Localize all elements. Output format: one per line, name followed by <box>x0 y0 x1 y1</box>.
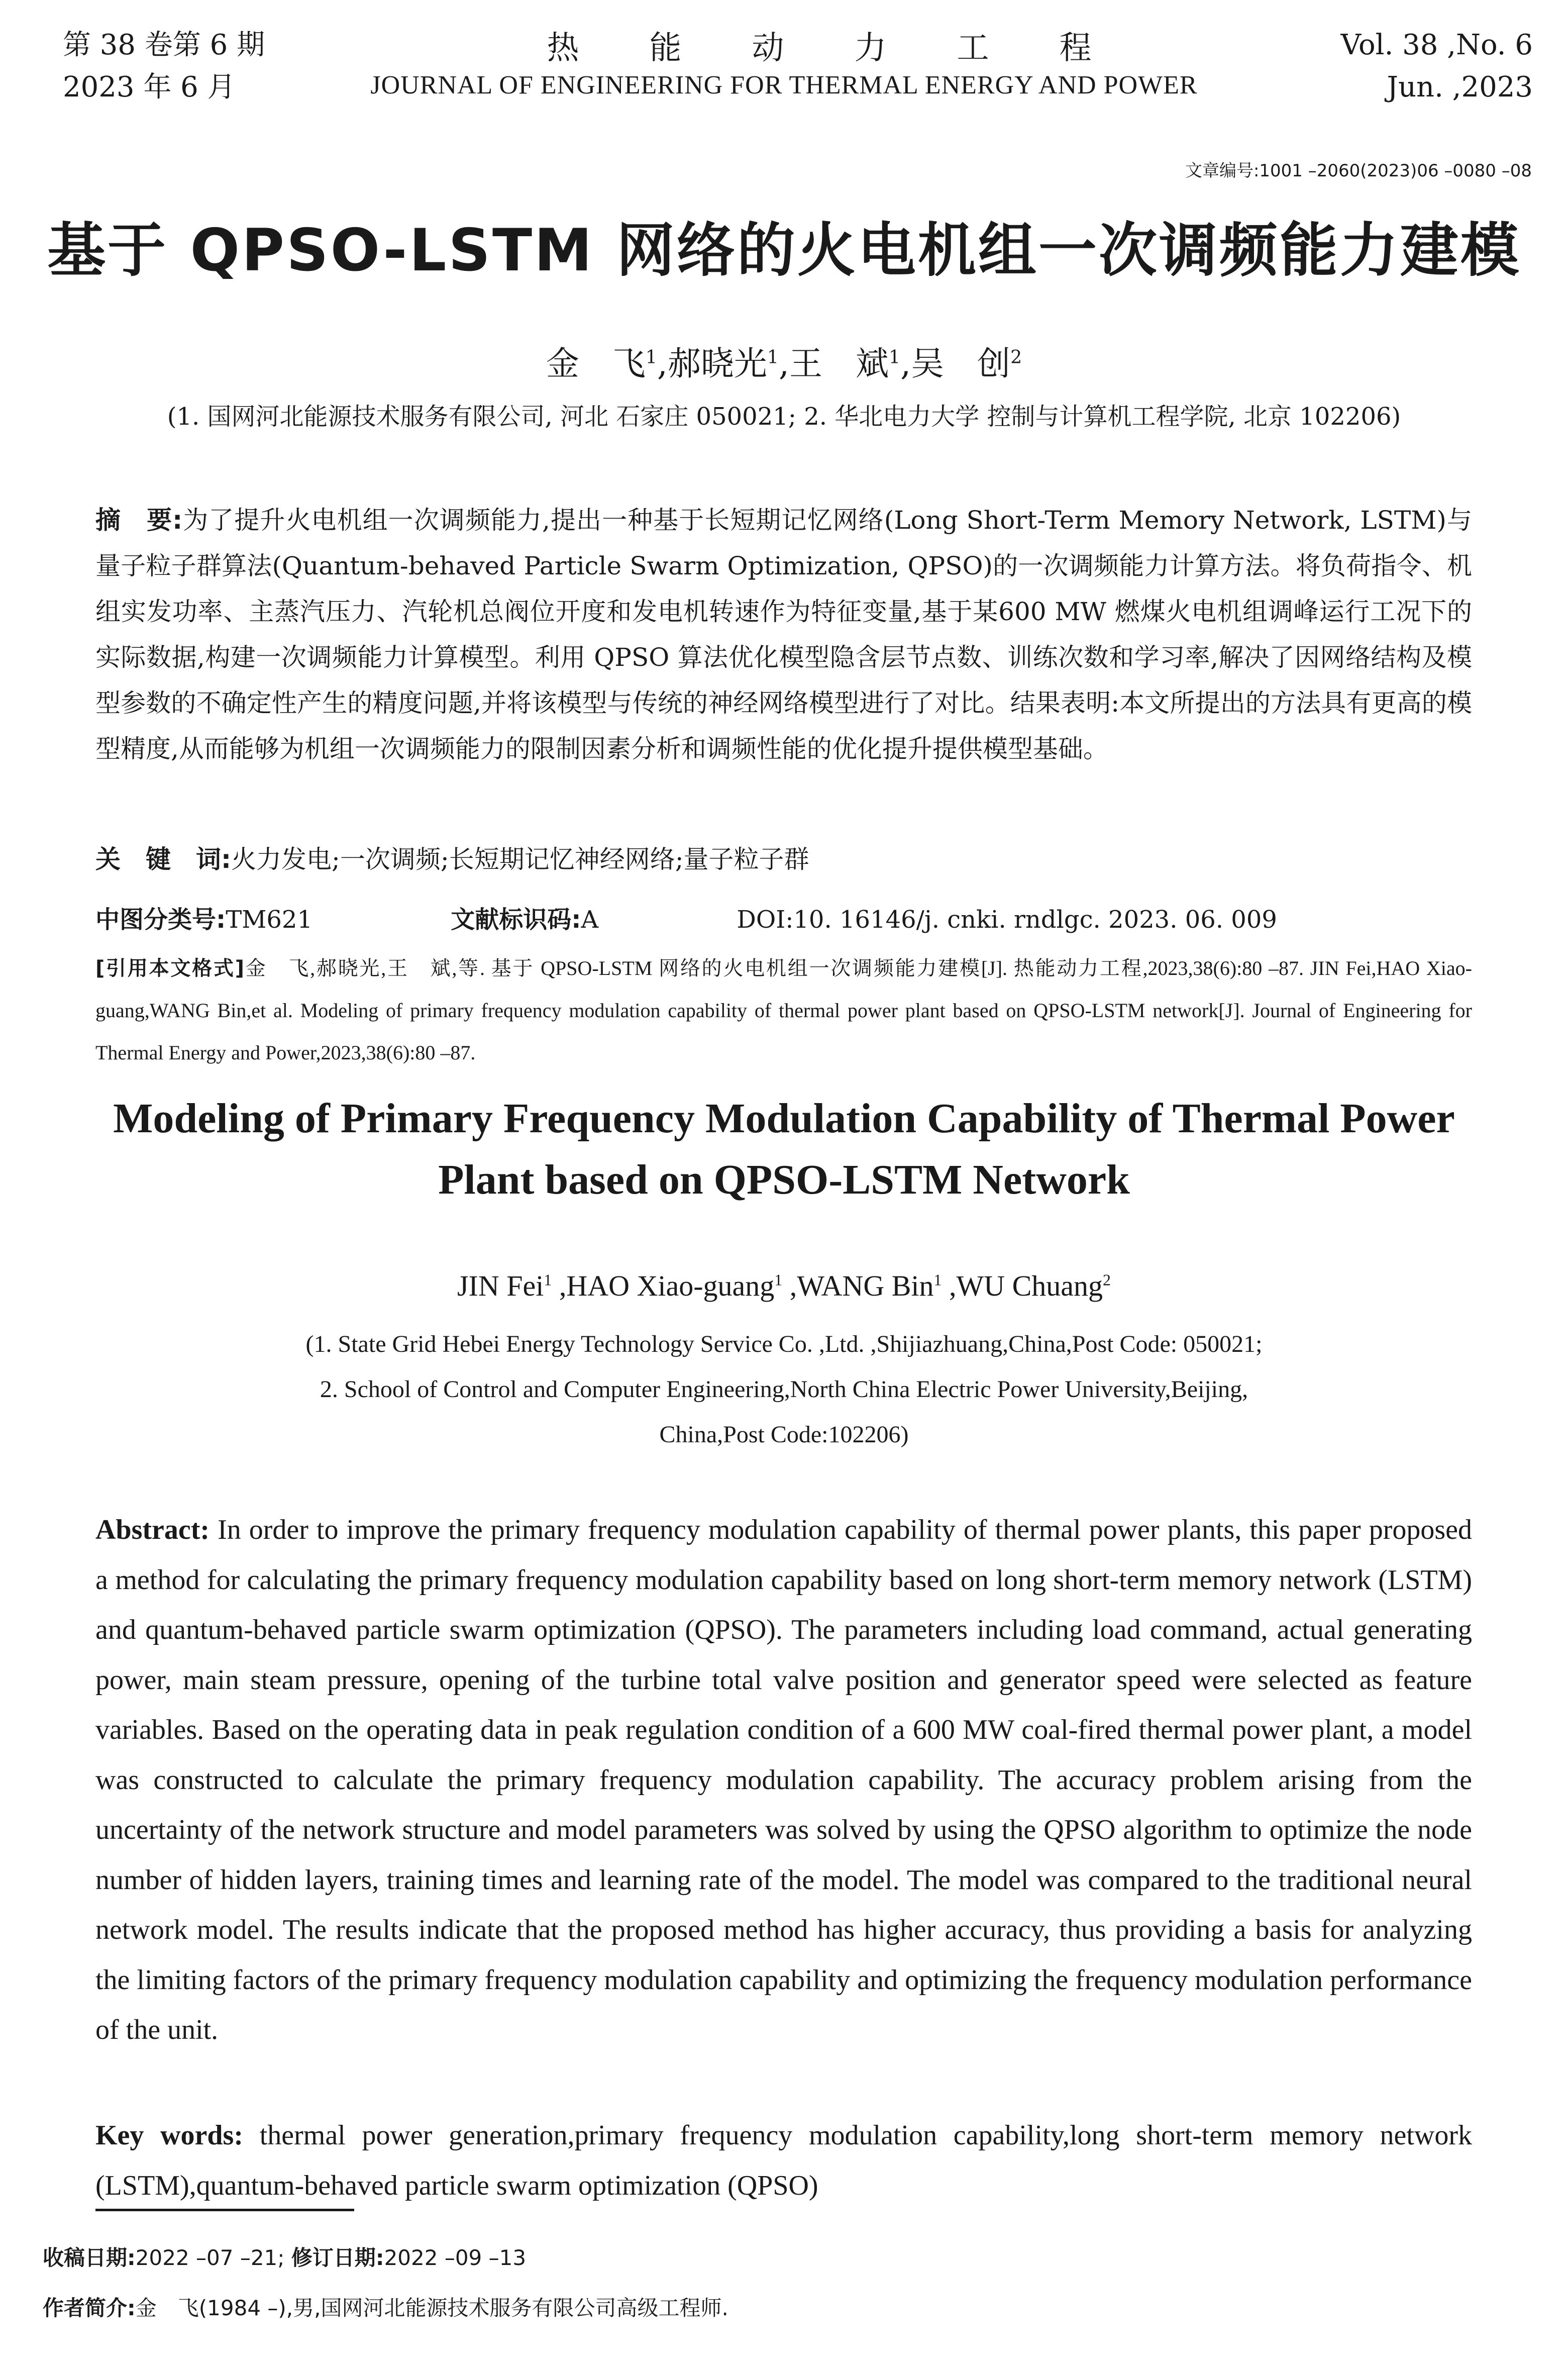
journal-name-cn: 热能动力工程 <box>547 30 1162 67</box>
bio-value: 金 飞(1984 –),男,国网河北能源技术服务有限公司高级工程师. <box>135 2296 728 2320</box>
author-affiliation-mark: 1 <box>544 1271 552 1289</box>
author-name: JIN Fei <box>457 1269 544 1302</box>
author-affiliation-mark: 1 <box>767 346 779 368</box>
keywords-label-cn: 关 键 词: <box>95 845 231 874</box>
title-en-line: Plant based on QPSO-LSTM Network <box>438 1156 1130 1203</box>
abstract-text-en: In order to improve the primary frequency modulation capability of thermal power plants, this paper proposed a method for calculating the primary frequency modulation capability based on long short-term memory network (LSTM) and quantum-behaved particle swarm optimization (QPSO). The parameters including load command, actual generating power, main steam pressure, opening of the turbine total valve position and generator speed were selected as feature variables. Based on the operating data in peak regulation condition of a 600 MW coal-fired thermal power plant, a model was constructed to calculate the primary frequency modulation capability. The accuracy problem arising from the uncertainty of the network structure and model parameters was solved by using the QPSO algorithm to optimize the node number of hidden layers, training times and learning rate of the model. The model was compared to the traditional neural network model. The results indicate that the proposed method has higher accuracy, thus providing a basis for analyzing the limiting factors of the primary frequency modulation capability and optimizing the frequency modulation performance of the unit. <box>95 1514 1473 2045</box>
author-affiliation-mark: 1 <box>888 346 901 368</box>
keywords-text-en: thermal power generation,primary frequency modulation capability,long short-term memory network (LSTM),quantum-behaved particle swarm optimization (QPSO) <box>95 2120 1473 2201</box>
abstract-en <box>95 1505 1472 2055</box>
revised-value: 2022 –09 –13 <box>384 2245 527 2270</box>
volume-issue-en <box>1341 24 1533 109</box>
author-name: 郝晓光 <box>667 344 767 383</box>
date-label-en: Jun. ,2023 <box>1387 71 1533 104</box>
author-name: WANG Bin <box>797 1269 934 1302</box>
author-affiliation-mark: 1 <box>933 1271 942 1289</box>
date-label-cn: 2023 年 6 月 <box>63 71 236 104</box>
author-list-en: JIN Fei$^1$ ,HAO Xiao-guang$^1$ ,WANG Bin$^1$ ,WU Chuang$^2$ <box>457 1269 1111 1302</box>
journal-name-en: JOURNAL OF ENGINEERING FOR THERMAL ENERGY AND POWER <box>370 71 1198 100</box>
abstract-cn <box>95 498 1472 772</box>
revised-label: 修订日期: <box>291 2245 384 2270</box>
affiliation-en-line: (1. State Grid Hebei Energy Technology Service Co. ,Ltd. ,Shijiazhuang,China,Post Code: 050021; <box>305 1331 1263 1357</box>
author-name: 吴 创 <box>911 344 1011 383</box>
author-affiliation-mark: 1 <box>774 1271 783 1289</box>
bio-label: 作者简介: <box>43 2296 136 2320</box>
author-bio <box>43 2292 728 2322</box>
citation-text: 金 飞,郝晓光,王 斌,等. 基于 QPSO-LSTM 网络的火电机组一次调频能力建模[J]. 热能动力工程,2023,38(6):80 –87. JIN Fei,HAO Xiao-guang,WANG Bin,et al. Modeling of primary frequency modulation capability of thermal power plant based on QPSO-LSTM network[J]. Journal of Engineering for Thermal Energy and Power,2023,38(6):80 –87. <box>95 957 1472 1064</box>
keywords-cn <box>95 837 1472 882</box>
citation-format <box>95 947 1472 1074</box>
clc-field <box>95 906 378 934</box>
keywords-en <box>95 2111 1472 2211</box>
volume-label-cn: 第 38 卷第 6 期 <box>63 29 265 61</box>
clc-value: TM621 <box>226 906 312 934</box>
affiliation-en <box>0 1322 1568 1457</box>
author-name: WU Chuang <box>956 1269 1103 1302</box>
doi: DOI:10. 16146/j. cnki. rndlgc. 2023. 06. 009 <box>737 906 1277 934</box>
title-en-line: Modeling of Primary Frequency Modulation Capability of Thermal Power <box>113 1095 1455 1142</box>
author-name: HAO Xiao-guang <box>566 1269 775 1302</box>
received-dates <box>43 2241 526 2272</box>
abstract-text-cn: 为了提升火电机组一次调频能力,提出一种基于长短期记忆网络(Long Short-Term Memory Network, LSTM)与量子粒子群算法(Quantum-behaved Particle Swarm Optimization, QPSO)的一次调频能力计算方法。将负荷指令、机组实发功率、主蒸汽压力、汽轮机总阀位开度和发电机转速作为特征变量,基于某600 MW 燃煤火电机组调峰运行工况下的实际数据,构建一次调频能力计算模型。利用 QPSO 算法优化模型隐含层节点数、训练次数和学习率,解决了因网络结构及模型参数的不确定性产生的精度问题,并将该模型与传统的神经网络模型进行了对比。结果表明:本文所提出的方法具有更高的模型精度,从而能够为机组一次调频能力的限制因素分析和调频性能的优化提升提供模型基础。 <box>95 506 1472 763</box>
author-affiliation-mark: 1 <box>645 346 657 368</box>
author-affiliation-mark: 2 <box>1010 346 1022 368</box>
doc-code-label: 文献标识码: <box>451 906 581 934</box>
paper-title-cn: 基于 QPSO-LSTM 网络的火电机组一次调频能力建模 <box>47 217 1521 284</box>
author-name: 金 飞 <box>546 344 646 383</box>
volume-label-en: Vol. 38 ,No. 6 <box>1340 29 1533 61</box>
author-affiliation-mark: 2 <box>1103 1271 1111 1289</box>
clc-label: 中图分类号: <box>95 906 226 934</box>
affiliation-en-line: 2. School of Control and Computer Engineering,North China Electric Power University,Beijing, <box>320 1376 1248 1403</box>
keywords-label-en: Key words: <box>95 2120 244 2151</box>
keywords-text-cn: 火力发电;一次调频;长短期记忆神经网络;量子粒子群 <box>231 845 809 874</box>
abstract-label-en: Abstract: <box>95 1514 210 1545</box>
article-number: 文章编号:1001 –2060(2023)06 –0080 –08 <box>1185 161 1532 181</box>
doc-code-field <box>451 906 664 934</box>
affiliation-en-line: China,Post Code:102206) <box>659 1421 909 1448</box>
paper-title-en <box>0 1088 1568 1211</box>
author-name: 王 斌 <box>789 344 889 383</box>
received-value: 2022 –07 –21; <box>135 2245 285 2270</box>
citation-label: [引用本文格式] <box>95 957 245 980</box>
doc-code-value: A <box>581 906 599 934</box>
author-list-cn: 金 飞$^1$,郝晓光$^1$,王 斌$^1$,吴 创$^2$ <box>546 344 1022 383</box>
abstract-label-cn: 摘 要: <box>95 506 183 535</box>
classification-line <box>95 897 1472 943</box>
footnote-divider <box>95 2209 354 2211</box>
received-label: 收稿日期: <box>43 2245 136 2270</box>
affiliation-cn: (1. 国网河北能源技术服务有限公司, 河北 石家庄 050021; 2. 华北电力大学 控制与计算机工程学院, 北京 102206) <box>167 403 1401 431</box>
